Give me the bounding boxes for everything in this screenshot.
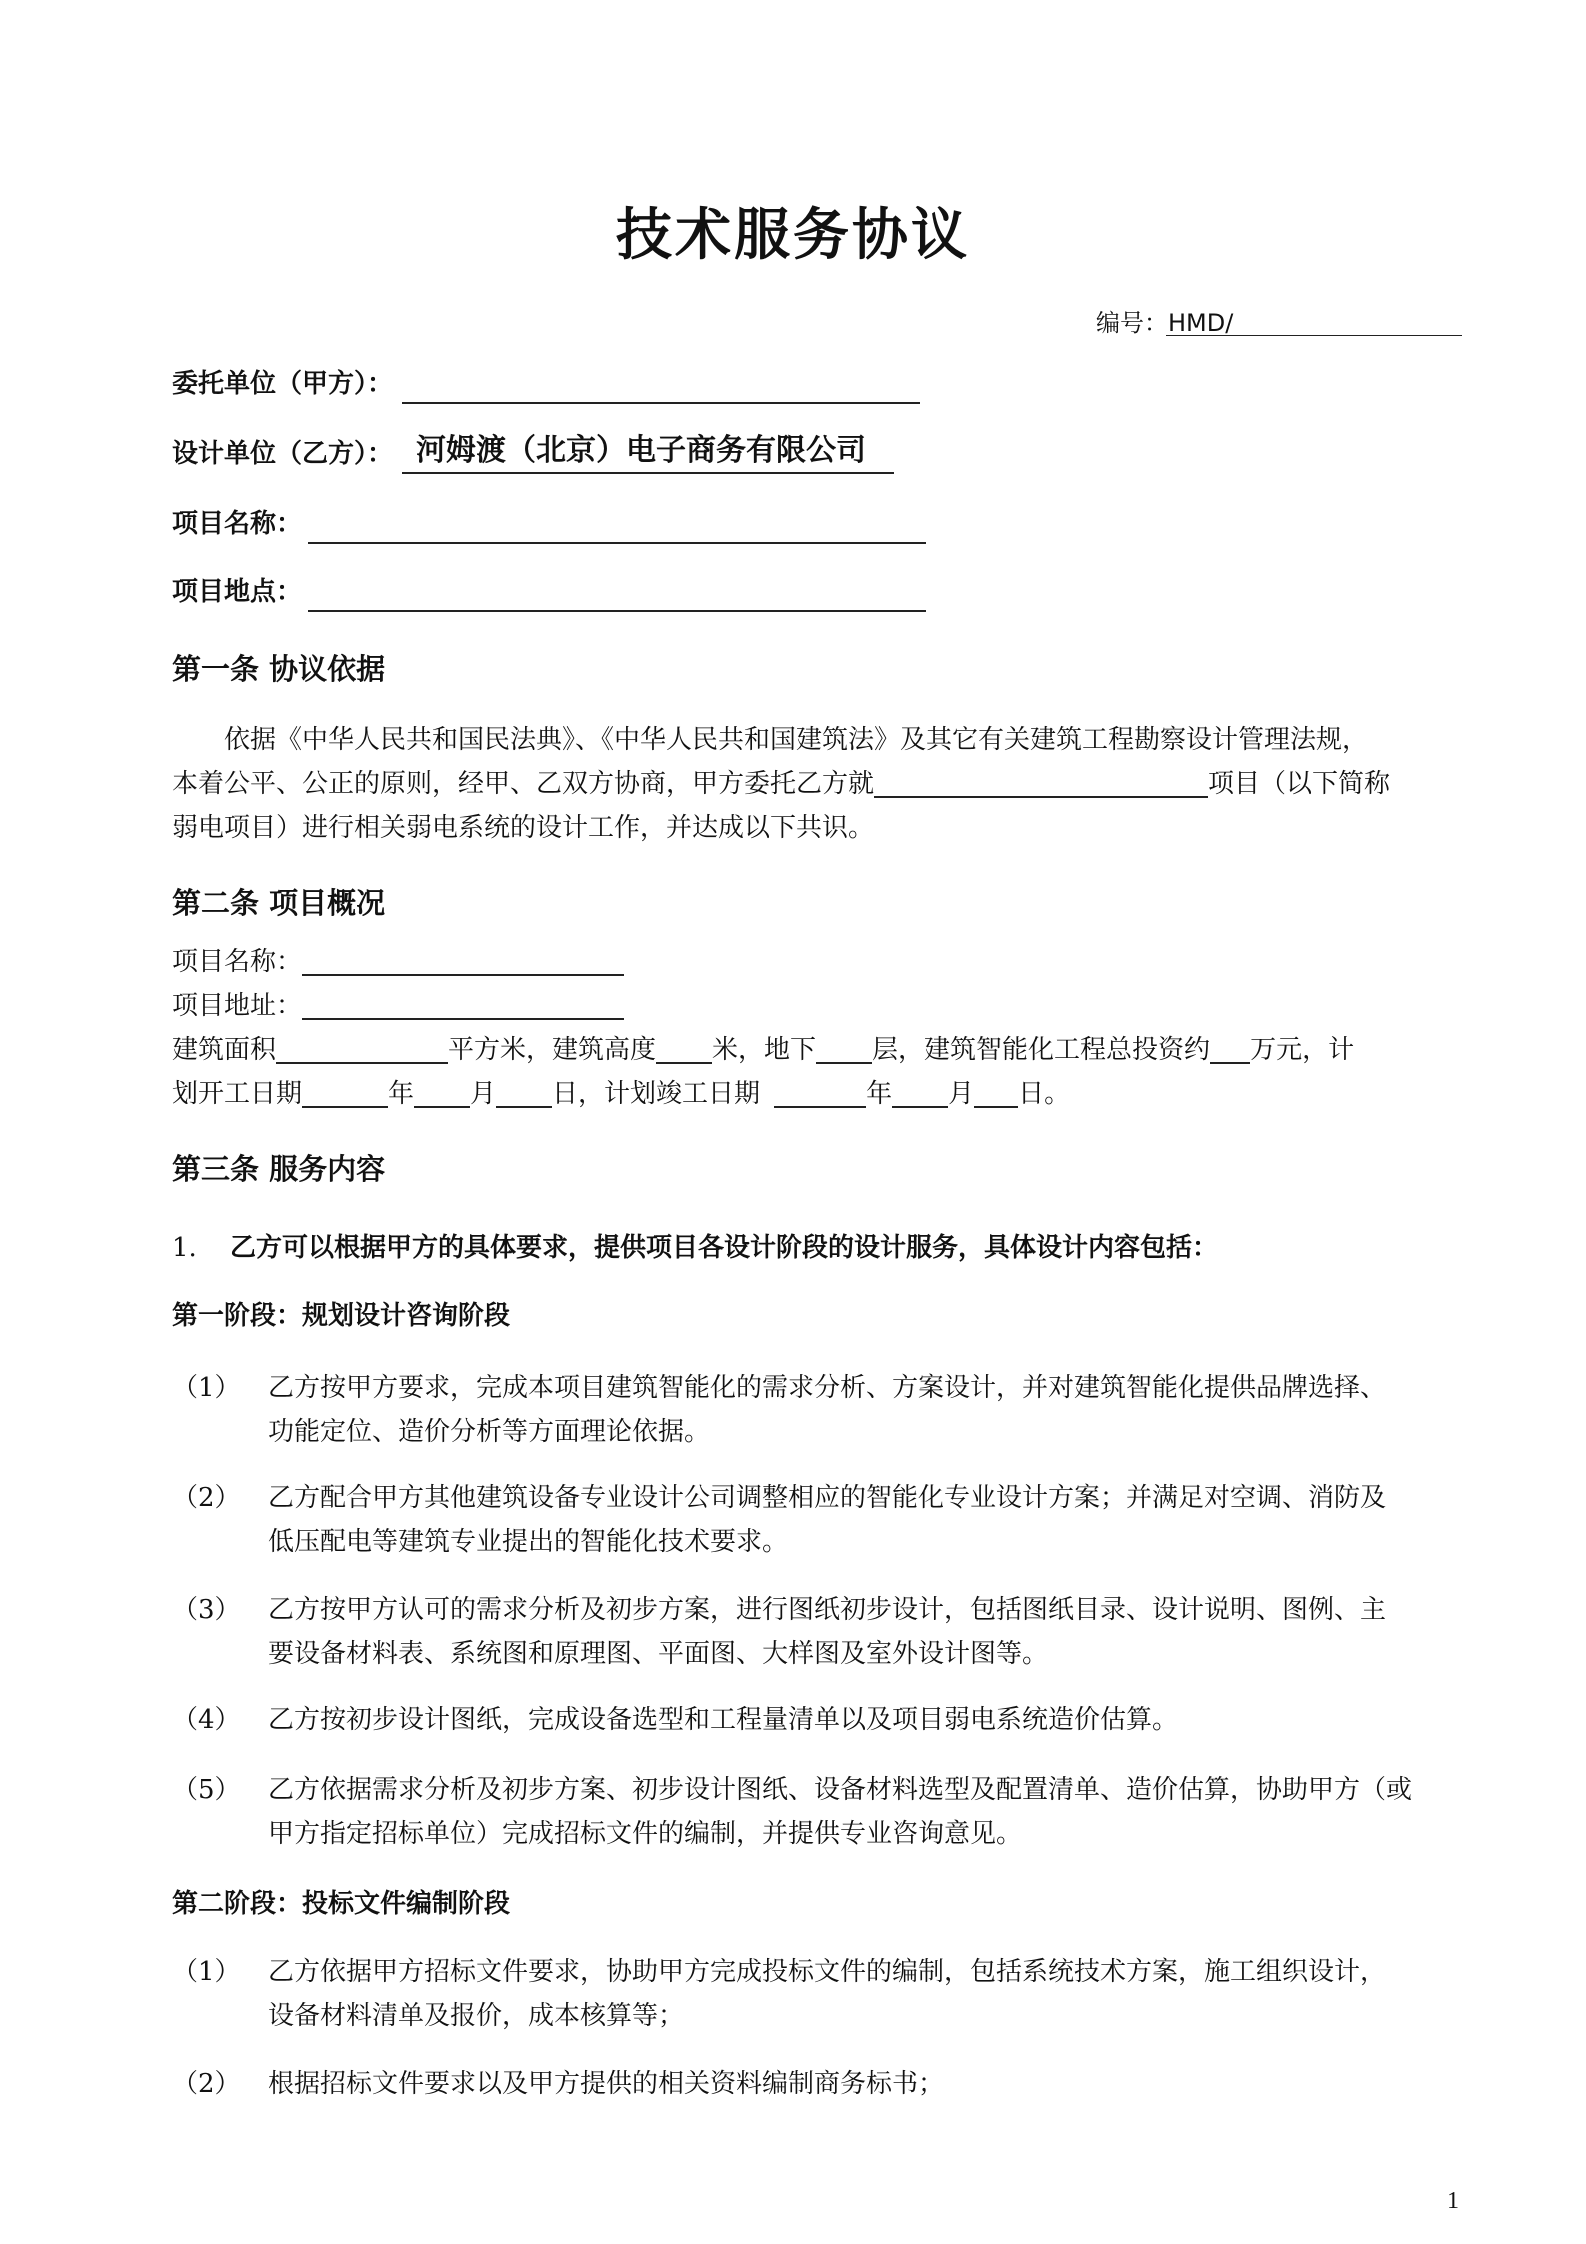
phase2-item2-number: （2） xyxy=(172,2069,241,2099)
client-field-line xyxy=(402,402,920,404)
phase1-item1-line1: 乙方按甲方要求，完成本项目建筑智能化的需求分析、方案设计，并对建筑智能化提供品牌选择、 xyxy=(268,1373,1387,1403)
designer-field-line xyxy=(402,472,894,474)
article2-area-label: 建筑面积 xyxy=(172,1035,277,1065)
end-day-label: 日。 xyxy=(1018,1079,1071,1109)
article1-line3: 弱电项目）进行相关弱电系统的设计工作，并达成以下共识。 xyxy=(172,813,875,843)
article1-line2-b: 项目（以下简称 xyxy=(1208,769,1391,799)
end-year-blank xyxy=(774,1078,866,1108)
start-day-blank xyxy=(496,1078,552,1108)
article1-line2 xyxy=(172,762,1390,806)
phase2-item1-line2: 设备材料清单及报价，成本核算等； xyxy=(268,2001,685,2031)
serial-underline xyxy=(1166,335,1462,336)
serial-label: 编号： xyxy=(1096,309,1168,337)
project-name-label: 项目名称： xyxy=(172,509,303,539)
article3-heading: 第三条 服务内容 xyxy=(172,1152,386,1186)
client-label: 委托单位（甲方）： xyxy=(172,369,394,399)
floor-unit: 层，建筑智能化工程总投资约 xyxy=(872,1035,1211,1065)
money-blank xyxy=(1210,1034,1250,1064)
phase1-title: 第一阶段：规划设计咨询阶段 xyxy=(172,1301,511,1331)
project-location-line xyxy=(308,610,926,612)
start-date-label: 划开工日期 xyxy=(172,1079,303,1109)
phase1-item1-line2: 功能定位、造价分析等方面理论依据。 xyxy=(268,1417,711,1447)
phase1-item5-line2: 甲方指定招标单位）完成招标文件的编制，并提供专业咨询意见。 xyxy=(268,1819,1023,1849)
start-day-label: 日，计划竣工日期 xyxy=(552,1079,761,1109)
end-month-label: 月 xyxy=(948,1079,975,1109)
area-unit: 平方米，建筑高度 xyxy=(448,1035,657,1065)
project-name-line xyxy=(308,542,926,544)
article1-line1: 依据《中华人民共和国民法典》、《中华人民共和国建筑法》及其它有关建筑工程勘察设计管理法规， xyxy=(224,725,1369,755)
end-day-blank xyxy=(974,1078,1018,1108)
point1-text: 乙方可以根据甲方的具体要求，提供项目各设计阶段的设计服务，具体设计内容包括： xyxy=(230,1233,1219,1263)
article2-area-row xyxy=(172,1028,1354,1072)
serial-value: HMD/ xyxy=(1168,309,1234,337)
project-location-label: 项目地点： xyxy=(172,577,303,607)
phase1-item2-number: （2） xyxy=(172,1483,241,1513)
designer-field: 河姆渡（北京）电子商务有限公司 xyxy=(416,433,866,468)
phase1-item2-line1: 乙方配合甲方其他建筑设备专业设计公司调整相应的智能化专业设计方案；并满足对空调、消防及 xyxy=(268,1483,1387,1513)
phase1-item5-number: （5） xyxy=(172,1775,241,1805)
area-blank xyxy=(276,1034,448,1064)
phase1-item3-number: （3） xyxy=(172,1595,241,1625)
article2-address-blank xyxy=(302,990,624,1020)
height-blank xyxy=(656,1034,712,1064)
phase1-item2-line2: 低压配电等建筑专业提出的智能化技术要求。 xyxy=(268,1527,789,1557)
phase1-item4-line1: 乙方按初步设计图纸，完成设备选型和工程量清单以及项目弱电系统造价估算。 xyxy=(268,1705,1179,1735)
phase2-item1-number: （1） xyxy=(172,1957,241,1987)
page-number: 1 xyxy=(1447,2188,1459,2214)
end-year-label: 年 xyxy=(866,1079,893,1109)
phase2-title: 第二阶段：投标文件编制阶段 xyxy=(172,1889,511,1919)
point1-number: 1. xyxy=(172,1233,197,1263)
end-month-blank xyxy=(892,1078,948,1108)
article2-date-row xyxy=(172,1072,1070,1116)
article2-heading: 第二条 项目概况 xyxy=(172,886,386,920)
phase1-item5-line1: 乙方依据需求分析及初步方案、初步设计图纸、设备材料选型及配置清单、造价估算，协助甲方（或 xyxy=(268,1775,1413,1805)
article2-name-blank xyxy=(302,946,624,976)
start-month-label: 月 xyxy=(470,1079,497,1109)
phase1-item1-number: （1） xyxy=(172,1373,241,1403)
article2-address-label: 项目地址： xyxy=(172,991,303,1021)
article2-name-row xyxy=(172,940,624,984)
article1-line2-a: 本着公平、公正的原则，经甲、乙双方协商，甲方委托乙方就 xyxy=(172,769,875,799)
phase1-item3-line1: 乙方按甲方认可的需求分析及初步方案，进行图纸初步设计，包括图纸目录、设计说明、图例、主 xyxy=(268,1595,1387,1625)
article1-heading: 第一条 协议依据 xyxy=(172,652,386,686)
article2-name-label: 项目名称： xyxy=(172,947,303,977)
start-year-blank xyxy=(302,1078,388,1108)
phase1-item4-number: （4） xyxy=(172,1705,241,1735)
article2-address-row xyxy=(172,984,624,1028)
phase2-item1-line1: 乙方依据甲方招标文件要求，协助甲方完成投标文件的编制，包括系统技术方案，施工组织设计， xyxy=(268,1957,1387,1987)
floor-blank xyxy=(816,1034,872,1064)
money-unit: 万元，计 xyxy=(1250,1035,1355,1065)
designer-label: 设计单位（乙方）： xyxy=(172,439,394,469)
start-year-label: 年 xyxy=(388,1079,415,1109)
document-title: 技术服务协议 xyxy=(616,203,970,268)
phase1-item3-line2: 要设备材料表、系统图和原理图、平面图、大样图及室外设计图等。 xyxy=(268,1639,1049,1669)
start-month-blank xyxy=(414,1078,470,1108)
article1-project-blank xyxy=(874,768,1208,798)
height-unit: 米，地下 xyxy=(712,1035,817,1065)
phase2-item2-line1: 根据招标文件要求以及甲方提供的相关资料编制商务标书； xyxy=(268,2069,945,2099)
